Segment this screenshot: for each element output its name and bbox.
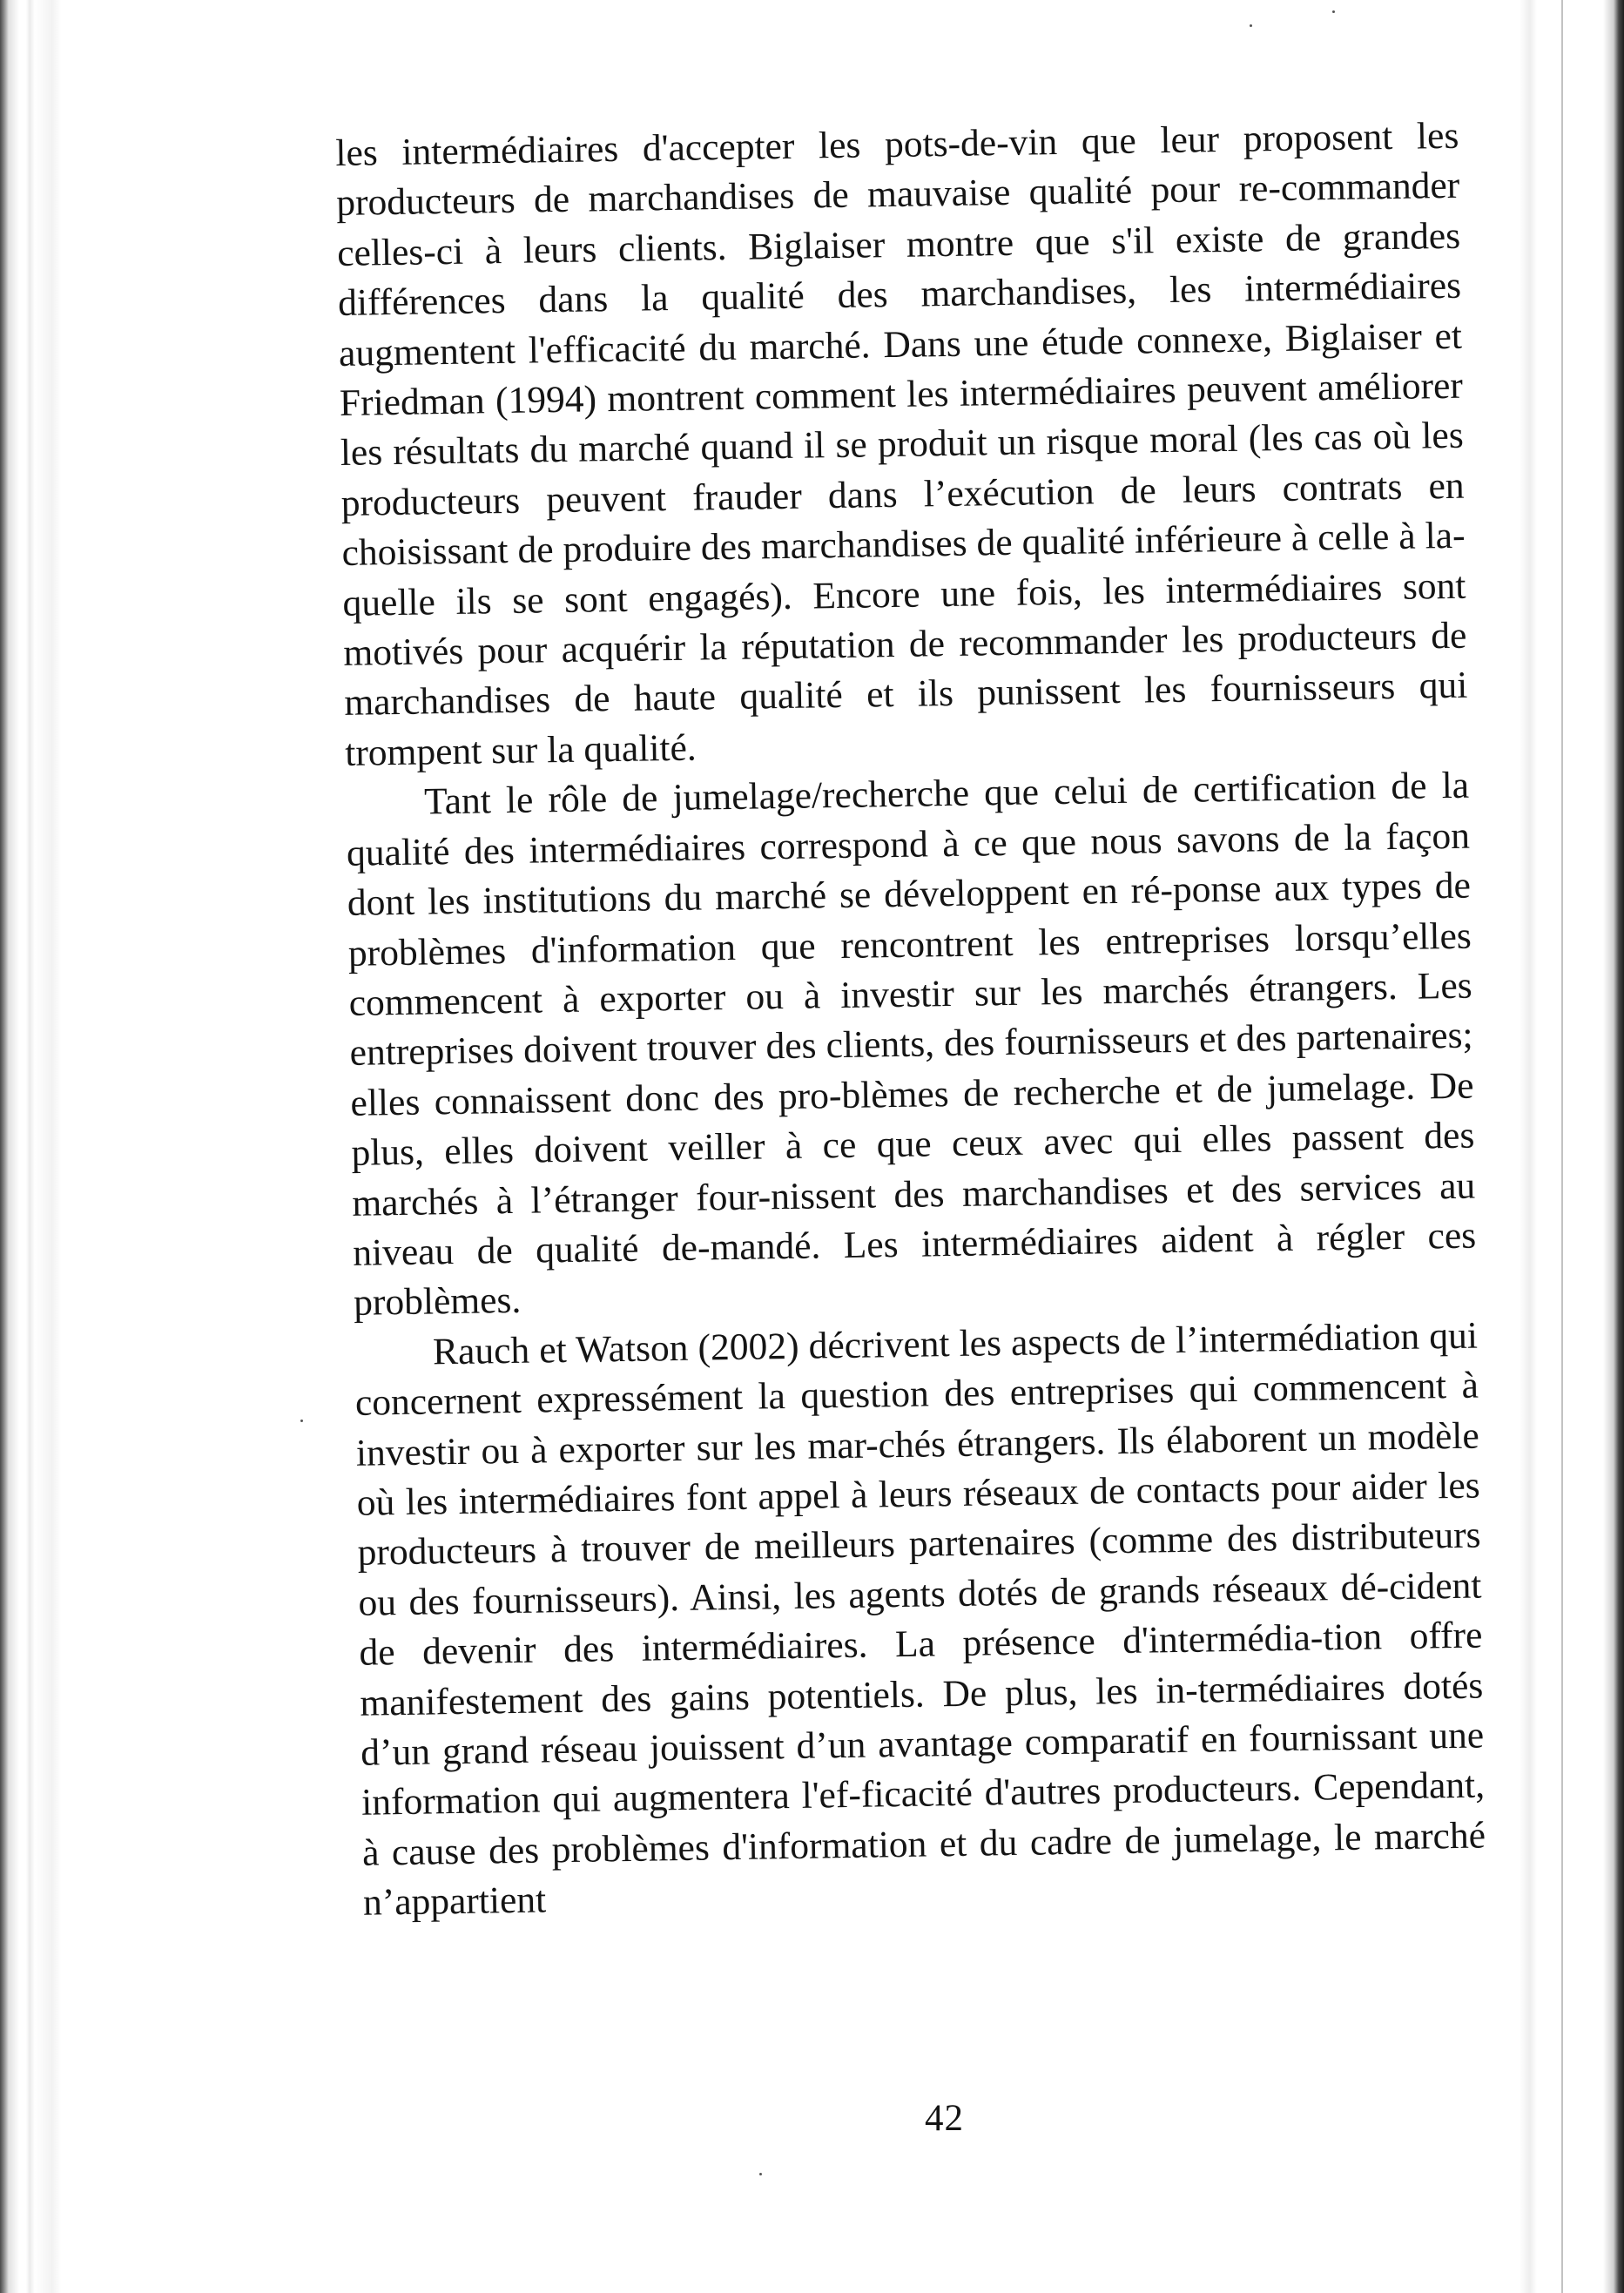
scan-speck [300,1420,303,1422]
scan-speck [1332,10,1335,13]
paragraph-1: les intermédiaires d'accepter les pots-de-vin que leur proposent les producteurs de marchandises de mauvaise qualité pour re-commander celles-ci à leurs clients. Biglaiser montre que s'il existe de grandes différences dans la qualité des marchandises, les intermédiaires augmentent l'efficacité du marché. Dans une étude connexe, Biglaiser et Friedman (1994) montrent comment les intermédiaires peuvent améliorer les résultats du marché quand il se produit un risque moral (les cas où les producteurs peuvent frauder dans l’exécution de leurs contrats en choisissant de produire des marchandises de qualité inférieure à celle à la-quelle ils se sont engagés). Encore une fois, les intermédiaires sont motivés pour acquérir la réputation de recommander les producteurs de marchandises de haute qualité et ils punissent les fournisseurs qui trompent sur la qualité. [335,114,1468,774]
page-number: 42 [925,2098,964,2139]
scan-left-edge [0,0,78,2293]
scan-speck [1250,24,1252,27]
scan-speck [759,2173,762,2175]
scan-right-edge [1520,0,1624,2293]
body-text [335,111,1486,1929]
paragraph-3: Rauch et Watson (2002) décrivent les aspects de l’intermédiation qui concernent expressément la question des entreprises qui commencent à investir ou à exporter sur les mar-chés étrangers. Ils élaborent un modèle où les intermédiaires font appel à leurs réseaux de contacts pour aider les producteurs à trouver de meilleurs partenaires (comme des distributeurs ou des fournisseurs). Ainsi, les agents dotés de grands réseaux dé-cident de devenir des intermédiaires. La présence d'intermédia-tion offre manifestement des gains potentiels. De plus, les in-termédiaires dotés d’un grand réseau jouissent d’un avantage comparatif en fournissant une information qui augmentera l'ef-ficacité d'autres producteurs. Cependant, à cause des problèmes d'information et du cadre de jumelage, le marché n’appartient [354,1314,1486,1924]
page-fold-line [1561,0,1563,2293]
paragraph-2: Tant le rôle de jumelage/recherche que celui de certification de la qualité des intermédiaires correspond à ce que nous savons de la façon dont les institutions du marché se développent en ré-ponse aux types de problèmes d'information que rencontrent les entreprises lorsqu’elles commencent à exporter ou à investir sur les marchés étrangers. Les entreprises doivent trouver des clients, des fournisseurs et des partenaires; elles connaissent donc des pro-blèmes de recherche et de jumelage. De plus, elles doivent veiller à ce que ceux avec qui elles passent des marchés à l’étranger four-nissent des marchandises et des services au niveau de qualité de-mandé. Les intermédiaires aident à régler ces problèmes. [346,764,1477,1325]
